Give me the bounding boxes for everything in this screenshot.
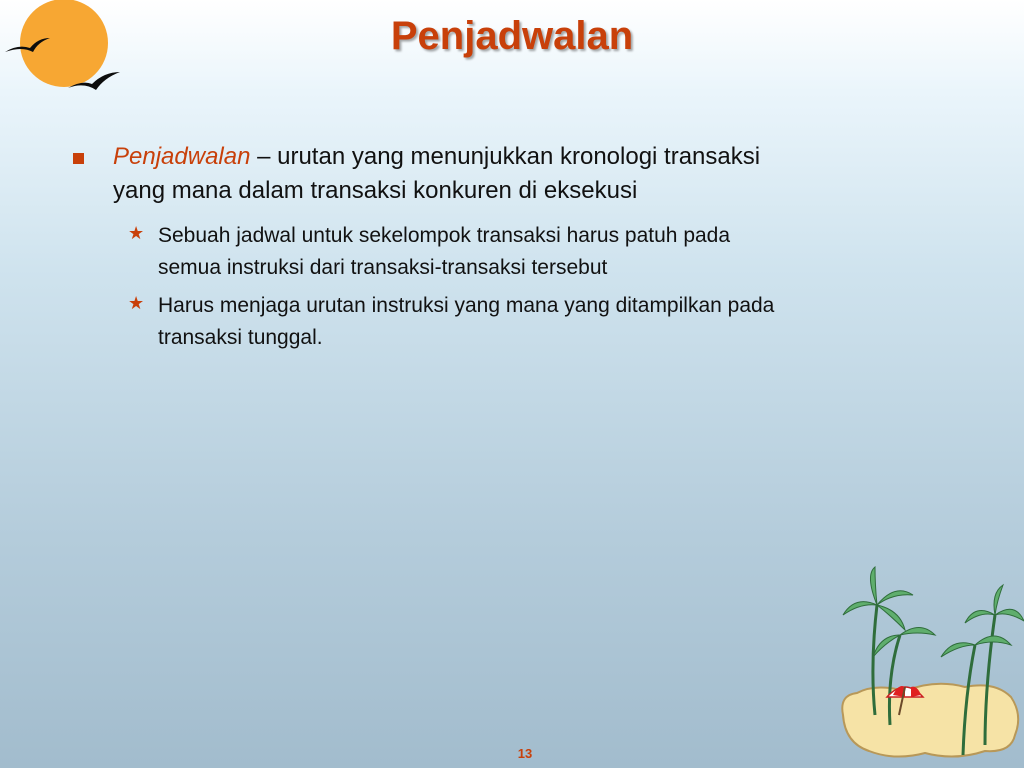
star-bullet-icon: ★ [128,223,145,244]
island-palm-icon [835,565,1024,768]
sub-bullet-2-line2: transaksi tunggal. [158,326,323,349]
term-highlight: Penjadwalan [113,143,251,170]
star-bullet-icon: ★ [128,293,145,314]
sub-bullet-2 [128,290,928,354]
slide-title: Penjadwalan [390,14,634,58]
sub-bullet-1-line1: Sebuah jadwal untuk sekelompok transaksi harus patuh pada [158,224,731,247]
bullet-main-line1 [113,140,913,174]
page-number: 13 [517,746,533,761]
sub-bullet-1-line2: semua instruksi dari transaksi-transaksi tersebut [158,256,608,279]
sub-bullet-1 [128,220,928,284]
bullet-main-line2: yang mana dalam transaksi konkuren di eksekusi [113,177,638,204]
bullet-main [73,140,913,208]
square-bullet-icon [73,153,84,164]
sub-bullet-2-line1: Harus menjaga urutan instruksi yang mana yang ditampilkan pada [158,294,775,317]
bullet-main-rest: – urutan yang menunjukkan kronologi transaksi [250,143,761,170]
